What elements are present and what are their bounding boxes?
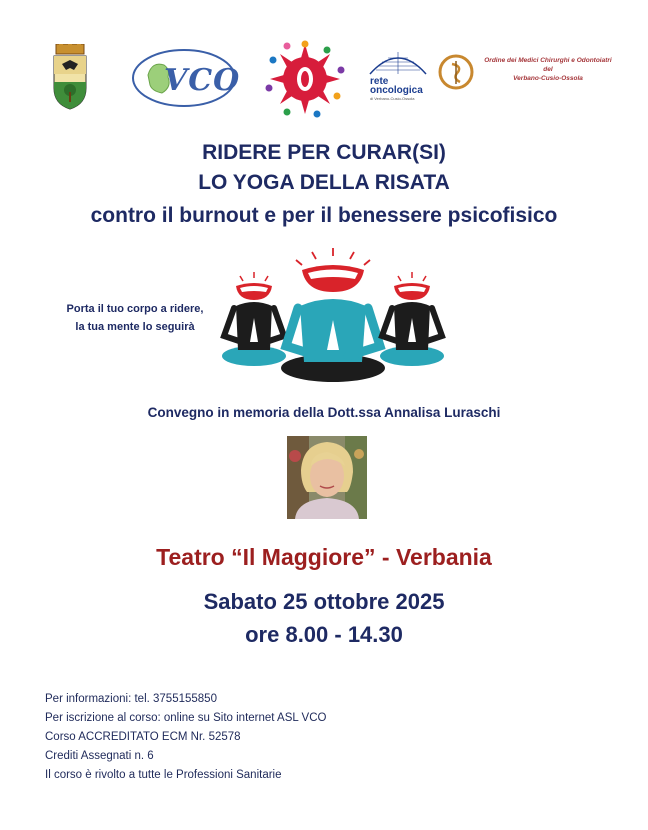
event-date: Sabato 25 ottobre 2025	[203, 589, 445, 614]
info-phone: Per informazioni: tel. 3755155850	[45, 693, 217, 705]
omceo-logo-text	[478, 56, 618, 83]
vco-logo-text: VCO	[164, 63, 241, 98]
omceo-line-3: Verbano-Cusio-Ossola	[513, 75, 583, 82]
title-line-1: RIDERE PER CURAR(SI)	[202, 141, 446, 164]
venue: Teatro “Il Maggiore” - Verbania	[156, 544, 492, 570]
municipal-crest-logo	[50, 44, 90, 110]
rete-logo-text-3: di Verbano-Cusio-Ossola	[370, 96, 415, 101]
sun-logo	[265, 40, 345, 118]
info-audience: Il corso è rivolto a tutte le Professioni Sanitarie	[45, 769, 282, 781]
info-credits: Crediti Assegnati n. 6	[45, 750, 154, 762]
slogan-line-2: la tua mente lo seguirà	[75, 321, 195, 333]
omceo-line-2: del	[543, 66, 553, 73]
omceo-logo	[438, 54, 474, 90]
laughing-yoga-illustration	[218, 246, 448, 384]
info-block	[45, 690, 326, 785]
right-yoga-figure	[380, 272, 444, 366]
omceo-line-1: Ordine dei Medici Chirurghi e Odontoiatri	[484, 57, 612, 64]
rete-logo-text-1: rete	[370, 76, 389, 87]
rete-oncologica-logo	[368, 48, 428, 102]
slogan-line-1: Porta il tuo corpo a ridere,	[66, 303, 204, 315]
slogan	[40, 300, 230, 336]
center-yoga-figure	[281, 248, 385, 382]
info-accreditation: Corso ACCREDITATO ECM Nr. 52578	[45, 731, 241, 743]
rete-logo-text-2: oncologica	[370, 85, 423, 96]
memorial-caption: Convegno in memoria della Dott.ssa Annalisa Luraschi	[147, 405, 501, 420]
portrait-photo	[287, 436, 367, 519]
left-yoga-figure	[222, 272, 286, 366]
vco-logo	[130, 47, 241, 109]
title-line-3: contro il burnout e per il benessere psicofisico	[90, 204, 558, 227]
event-time: ore 8.00 - 14.30	[245, 622, 403, 647]
info-registration: Per iscrizione al corso: online su Sito internet ASL VCO	[45, 712, 327, 724]
title-line-2: LO YOGA DELLA RISATA	[198, 171, 450, 194]
